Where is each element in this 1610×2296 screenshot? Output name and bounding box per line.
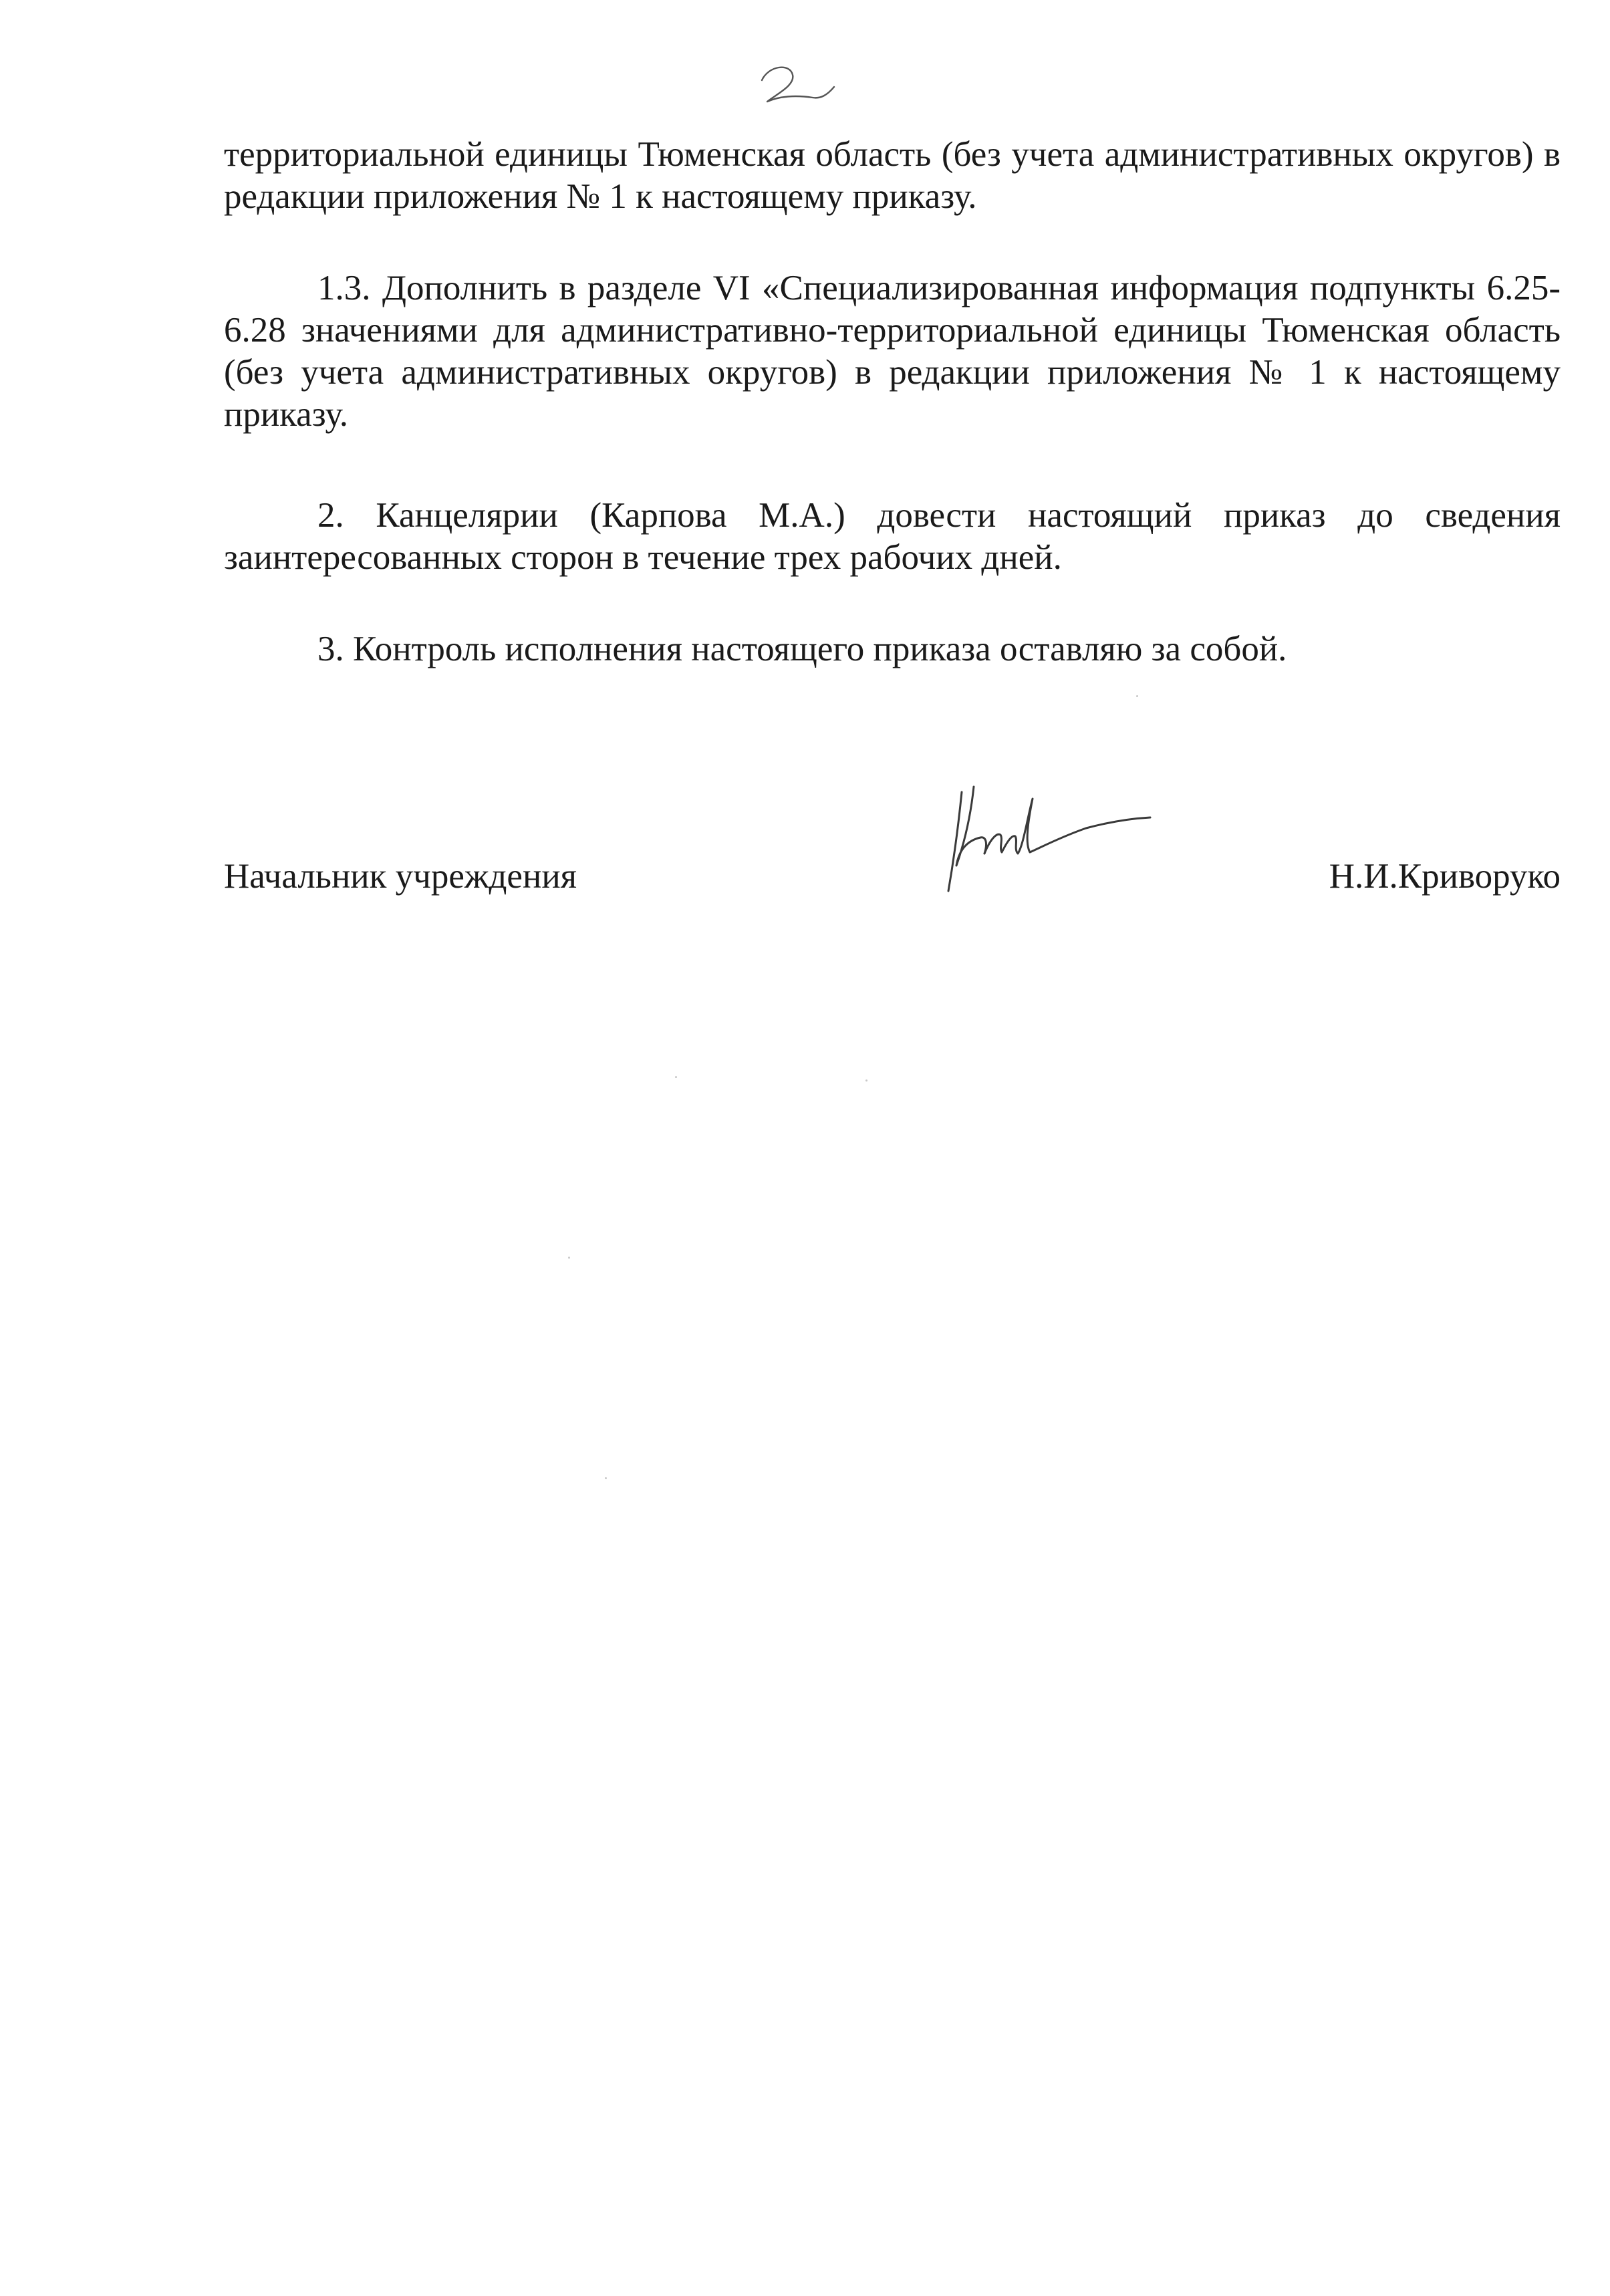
paragraph-continuation: территориальной единицы Тюменская область (без учета административных округов) в редакции приложения № 1 к настоящему приказу.	[224, 135, 1561, 216]
signatory-title: Начальник учреждения	[224, 857, 577, 896]
handwritten-signature	[939, 779, 1166, 899]
paragraph-item-1-3: 1.3. Дополнить в разделе VI «Специализированная информация подпункты 6.25-6.28 значениями для административно-территориальной единицы Тюменская область (без учета административных округов) в редакции приложения № 1 к настоящему приказу.	[224, 269, 1561, 434]
handwritten-page-number	[749, 53, 842, 114]
paragraph-item-2: 2. Канцелярии (Карпова М.А.) довести настоящий приказ до сведения заинтересованных сторон в течение трех рабочих дней.	[224, 496, 1561, 577]
scan-speck	[605, 1477, 607, 1479]
scan-speck	[865, 1079, 867, 1081]
paragraph-item-3: 3. Контроль исполнения настоящего приказа оставляю за собой.	[317, 630, 1287, 668]
scan-speck	[568, 1257, 570, 1259]
signature-block	[224, 842, 1561, 909]
scan-speck	[675, 1076, 677, 1078]
signatory-name: Н.И.Криворуко	[1329, 857, 1561, 896]
scan-speck	[1136, 695, 1138, 697]
